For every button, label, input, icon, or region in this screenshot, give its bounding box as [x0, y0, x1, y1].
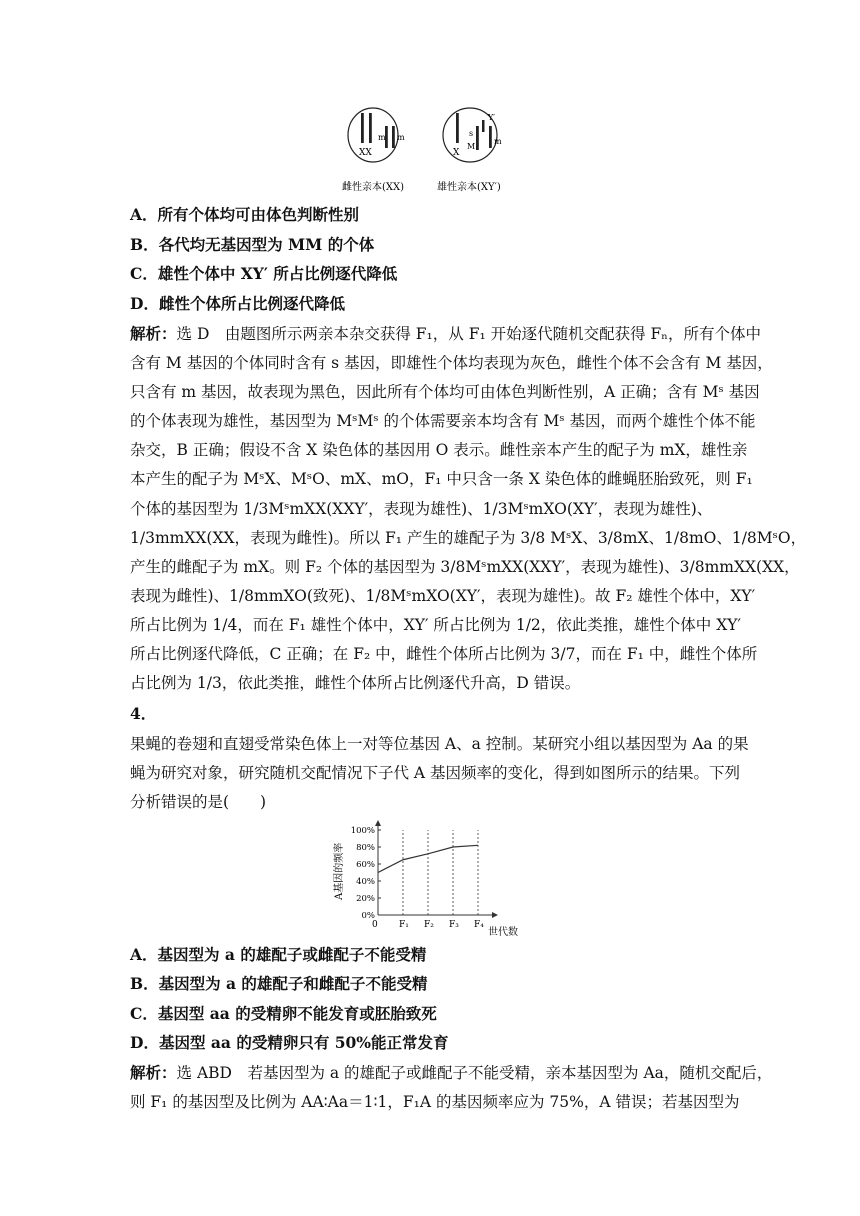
q4-stem-line-2: 蝇为研究对象，研究随机交配情况下子代 A 基因频率的变化，得到如图所示的结果。下列: [130, 764, 741, 782]
q4-analysis-line-2: 则 F₁ 的基因型及比例为 AA∶Aa＝1∶1，F₁A 的基因频率应为 75%，A 错误；若基因型为: [130, 1093, 740, 1111]
q3-analysis-line-2: 含有 M 基因的个体同时含有 s 基因，即雄性个体均表现为灰色，雌性个体不会含有 M 基因，: [130, 354, 773, 372]
q3-option-d: D．雌性个体所占比例逐代降低: [130, 294, 345, 313]
chart-y-ticks: [351, 826, 381, 921]
q3-analysis-line-6: 本产生的配子为 MˢX、MˢO、mX、mO，F₁ 中只含一条 X 染色体的雌蝇胚胎致死，则 F₁: [130, 470, 753, 488]
female-x-chromosome-2: [369, 113, 372, 143]
y-axis-arrow: [375, 820, 381, 826]
chart-x-axis-label: 世代数: [488, 927, 518, 938]
x-tick-label: F₂: [424, 920, 434, 930]
chromosome-diagram: [330, 100, 530, 200]
y-tick-label: 0%: [361, 911, 375, 921]
female-xx-label: XX: [359, 148, 372, 158]
q3-analysis-line-4: 的个体表现为雄性，基因型为 MˢMˢ 的个体需要亲本均含有 Mˢ 基因，而两个雄性个体不能: [130, 412, 756, 430]
q3-option-b: B．各代均无基因型为 MM 的个体: [130, 235, 375, 254]
q4-option-c: C．基因型 aa 的受精卵不能发育或胚胎致死: [130, 1004, 437, 1023]
male-x-label: X: [453, 148, 460, 158]
q3-analysis-line-7: 个体的基因型为 1/3MˢmXX(XXY′，表现为雄性)、1/3MˢmXO(XY′，表现为雄性)、: [130, 500, 713, 518]
q4-analysis-label: 解析：: [130, 1063, 177, 1082]
female-m-label-1: m: [378, 133, 386, 142]
female-autosome-2: [392, 126, 395, 148]
q4-stem-line-1: 果蝇的卷翅和直翅受常染色体上一对等位基因 A、a 控制。某研究小组以基因型为 Aa 的果: [130, 735, 749, 753]
q4-stem-line-3: 分析错误的是( ): [130, 793, 267, 811]
male-caption: 雄性亲本(XY′): [437, 182, 501, 193]
frequency-chart: [320, 815, 530, 940]
female-x-chromosome-1: [361, 113, 364, 143]
frequency-chart-svg: [320, 815, 530, 940]
q4-number: 4．: [130, 704, 157, 723]
x-tick-label: F₃: [449, 920, 459, 930]
female-caption: 雌性亲本(XX): [342, 182, 405, 193]
female-m-label-2: m: [397, 133, 405, 142]
chart-y-axis-label: A基因的频率: [334, 842, 345, 900]
y-tick-label: 100%: [350, 826, 375, 836]
q3-analysis-line-13: 占比例为 1/3，依此类推，雌性个体所占比例逐代升高，D 错误。: [130, 674, 581, 692]
male-M-label: M: [467, 142, 476, 151]
chart-dashed-guides: [403, 830, 478, 915]
q4-analysis-line-1: 解析：选 ABD 若基因型为 a 的雄配子或雌配子不能受精，亲本基因型为 Aa，随机交配后，: [130, 1063, 773, 1082]
q3-analysis-line-10: 表现为雌性)、1/8mmXO(致死)、1/8MˢmXO(XY′，表现为雄性)。故 F₂ 雄性个体中，XY′: [130, 587, 756, 605]
male-s-label: s: [469, 129, 474, 138]
q3-analysis-line-11: 所占比例为 1/4，而在 F₁ 雄性个体中，XY′ 所占比例为 1/2，依此类推，雄性个体中 XY′: [130, 616, 741, 634]
q4-option-d: D．基因型 aa 的受精卵只有 50%能正常发育: [130, 1033, 449, 1052]
y-tick-label: 80%: [356, 843, 375, 853]
x-tick-label: F₄: [474, 920, 484, 930]
male-m-label: m: [494, 137, 502, 146]
q3-analysis-line-8: 1/3mmXX(XX，表现为雌性)。所以 F₁ 产生的雄配子为 3/8 MˢX、3/8mX、1/8mO、1/8MˢO，: [130, 529, 807, 547]
q3-option-a: A．所有个体均可由体色判断性别: [130, 205, 360, 224]
chart-x-ticks: [372, 920, 484, 930]
y-tick-label: 20%: [356, 894, 375, 904]
female-cell-circle: [348, 108, 398, 162]
male-y-chromosome: [482, 120, 485, 132]
x-tick-label: 0: [372, 920, 378, 930]
q3-analysis-line-5: 杂交，B 正确；假设不含 X 染色体的基因用 O 表示。雌性亲本产生的配子为 mX，雄性亲: [130, 441, 748, 459]
q3-analysis-line-12: 所占比例逐代降低，C 正确；在 F₂ 中，雌性个体所占比例为 3/7，而在 F₁ 中，雌性个体所: [130, 645, 758, 663]
q3-analysis-line-1: 解析：选 D 由题图所示两亲本杂交获得 F₁，从 F₁ 开始逐代随机交配获得 Fₙ，所有个体中: [130, 324, 761, 343]
q3-analysis-line-9: 产生的雌配子为 mX。则 F₂ 个体的基因型为 3/8MˢmXX(XXY′，表现为雄性)、3/8mmXX(XX，: [130, 558, 800, 576]
q3-option-c: C．雄性个体中 XY′ 所占比例逐代降低: [130, 264, 398, 283]
q4-option-a: A．基因型为 a 的雄配子或雌配子不能受精: [130, 945, 427, 964]
x-tick-label: F₁: [399, 920, 409, 930]
chart-axes: [375, 820, 498, 918]
male-autosome-s: [476, 126, 479, 150]
x-axis-arrow: [492, 912, 498, 918]
q3-analysis-line-3: 只含有 m 基因，故表现为黑色，因此所有个体均可由体色判断性别，A 正确；含有 Mˢ 基因: [130, 383, 760, 401]
chromosome-figure: [330, 100, 530, 200]
q4-option-b: B．基因型为 a 的雄配子和雌配子不能受精: [130, 974, 428, 993]
male-autosome-m: [489, 126, 492, 148]
male-x-chromosome: [456, 113, 459, 143]
q3-analysis-label: 解析：: [130, 324, 177, 343]
y-tick-label: 60%: [356, 860, 375, 870]
y-tick-label: 40%: [356, 877, 375, 887]
male-y-label: Y′: [488, 113, 496, 122]
